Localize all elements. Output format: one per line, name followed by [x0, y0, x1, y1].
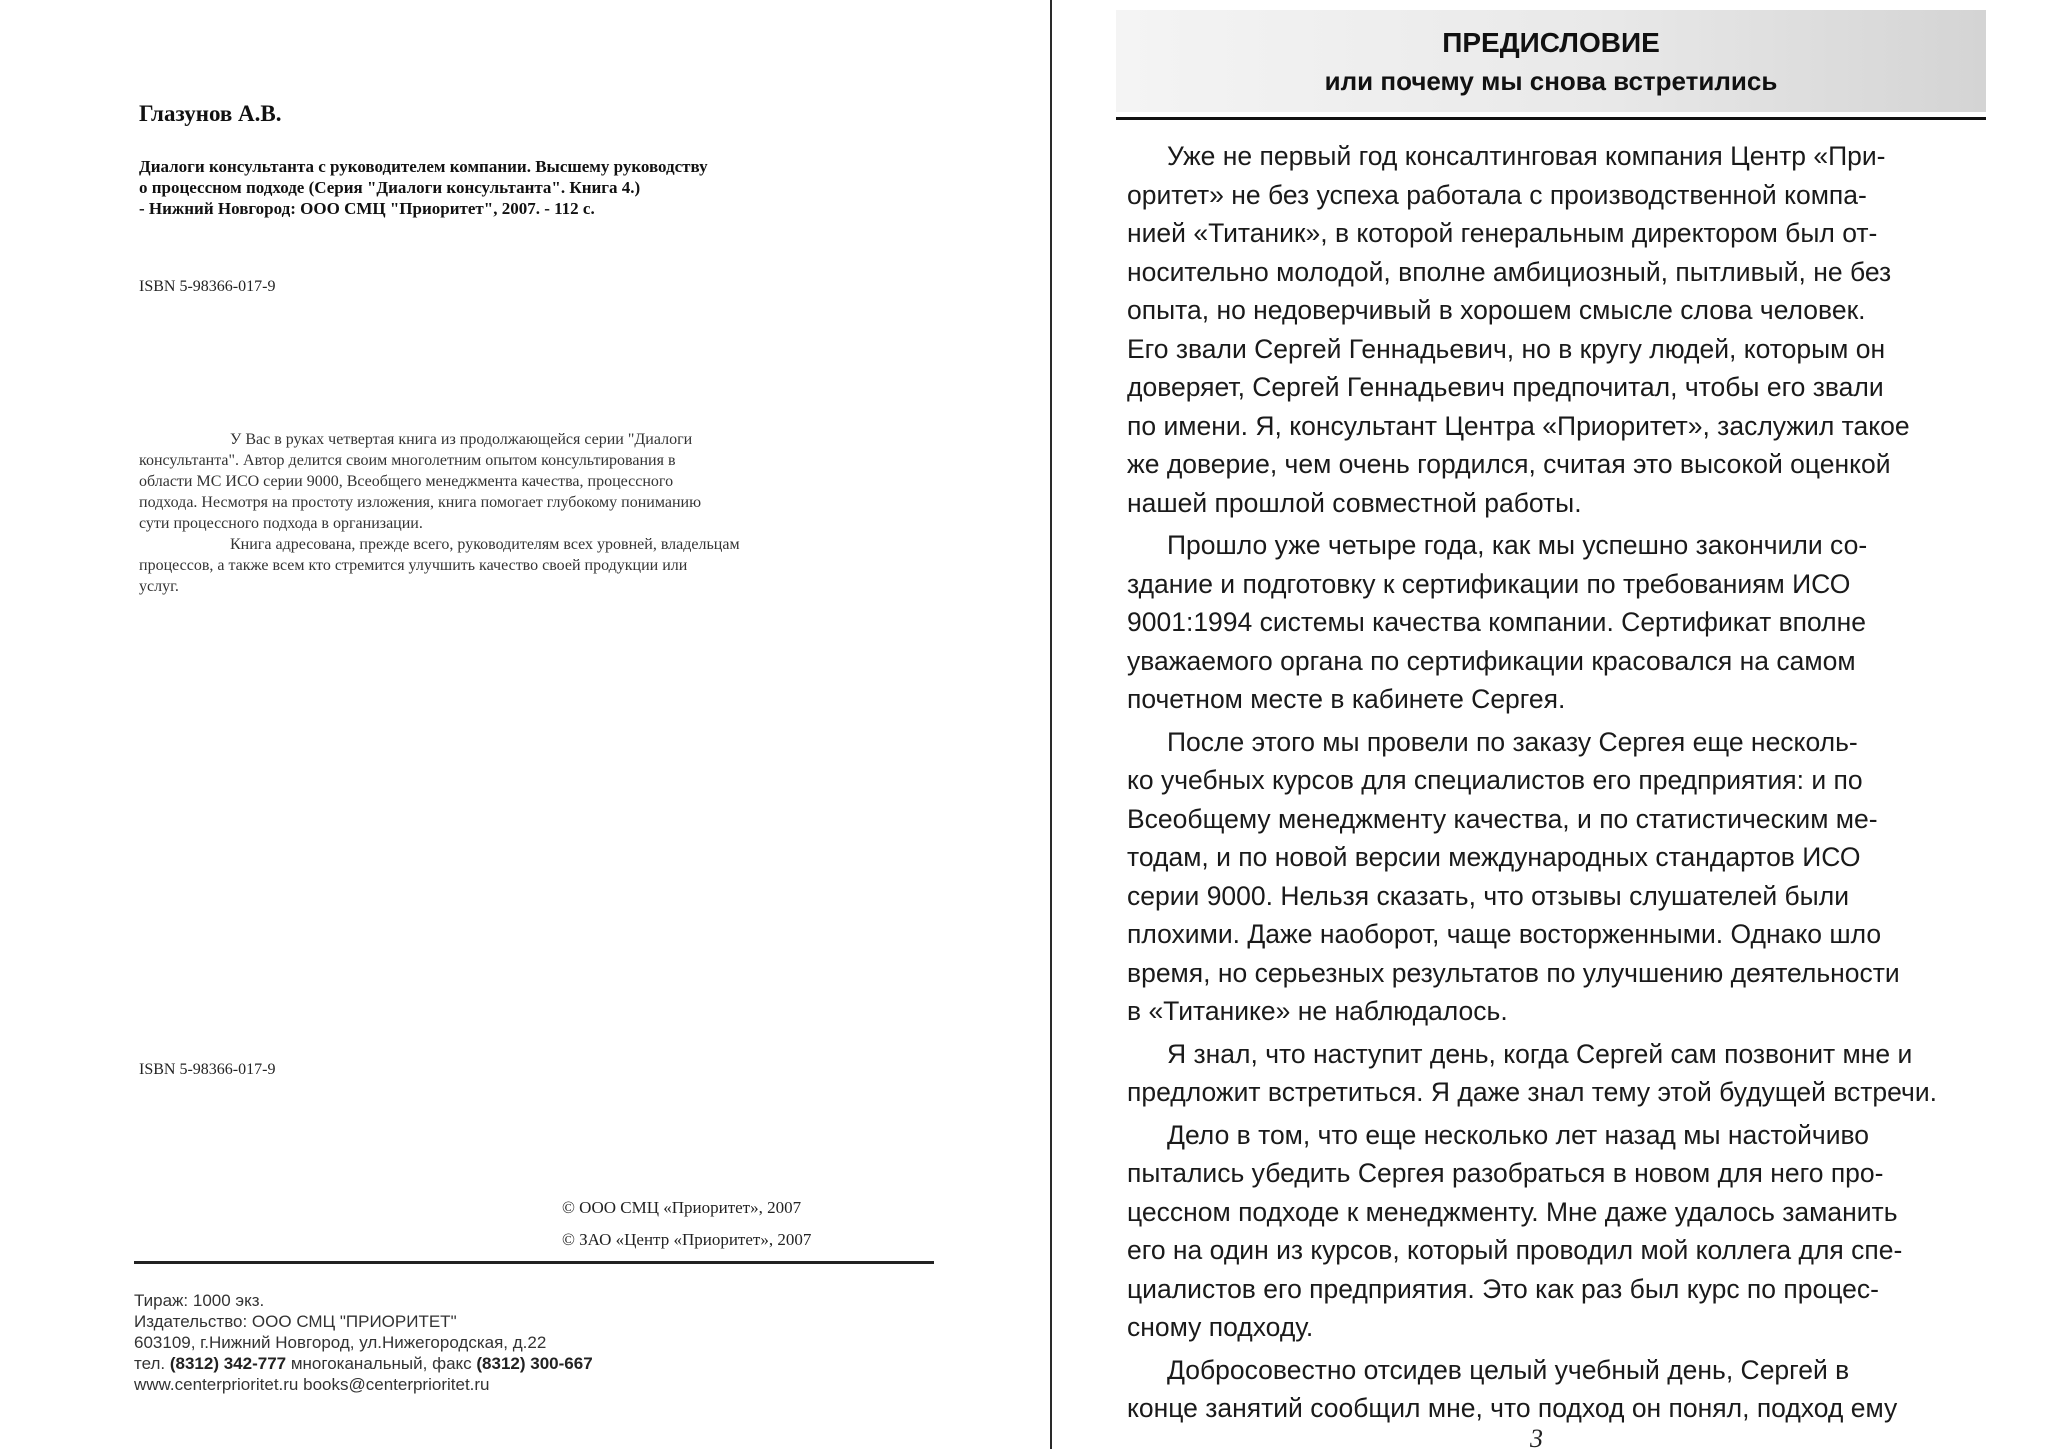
phone-number: (8312) 342-777	[169, 1354, 287, 1373]
author-name: Глазунов А.В.	[139, 101, 282, 126]
preface-paragraph	[1127, 723, 1987, 1031]
annotation-line: У Вас в руках четвертая книга из продолжающейся серии "Диалоги	[230, 431, 693, 448]
text-line: конце занятий сообщил мне, что подход он понял, подход ему	[1127, 1393, 1898, 1423]
text-line: носительно молодой, вполне амбициозный, пытливый, не без	[1127, 256, 1892, 287]
text-line: опыта, но недоверчивый в хорошем смысле слова человек.	[1127, 295, 1866, 325]
chapter-title-band	[1116, 10, 1986, 112]
text-line: сному подходу.	[1127, 1312, 1314, 1342]
bib-line: - Нижний Новгород: ООО СМЦ "Приоритет", 2007. - 112 с.	[139, 199, 595, 218]
annotation-line: подхода. Несмотря на простоту изложения, книга помогает глубокому пониманию	[139, 494, 702, 511]
text-line: циалистов его предприятия. Это как раз был курс по процес-	[1127, 1273, 1879, 1304]
copyright-line: © ООО СМЦ «Приоритет», 2007	[562, 1198, 802, 1217]
annotation-line: области МС ИСО серии 9000, Всеобщего менеджмента качества, процессного	[139, 473, 674, 490]
annotation-line: процессов, а также всем кто стремится улучшить качество своей продукции или	[139, 557, 688, 574]
web-contacts: www.centerprioritet.ru books@centerprioritet.ru	[134, 1375, 490, 1394]
preface-paragraph	[1127, 137, 1987, 522]
bib-line: о процессном подходе (Серия "Диалоги консультанта". Книга 4.)	[139, 178, 641, 197]
text-line: предложит встретиться. Я даже знал тему этой будущей встречи.	[1127, 1077, 1937, 1107]
text-line: доверяет, Сергей Геннадьевич предпочитал, чтобы его звали	[1127, 372, 1884, 402]
isbn-bottom: ISBN 5-98366-017-9	[139, 1061, 276, 1078]
publisher-address: 603109, г.Нижний Новгород, ул.Нижегородская, д.22	[134, 1333, 547, 1352]
text-line: его на один из курсов, который проводил мой коллега для спе-	[1127, 1235, 1903, 1265]
annotation	[139, 429, 929, 597]
text-line: уважаемого органа по сертификации красовался на самом	[1127, 645, 1856, 676]
copyright-line: © ЗАО «Центр «Приоритет», 2007	[562, 1230, 812, 1249]
bibliographic-record	[139, 156, 899, 219]
preface-paragraph	[1127, 1351, 1987, 1428]
imprint-block	[134, 1290, 593, 1395]
chapter-title: ПРЕДИСЛОВИЕ	[1442, 27, 1660, 58]
text-line: серии 9000. Нельзя сказать, что отзывы слушателей были	[1127, 880, 1849, 911]
fax-number: (8312) 300-667	[476, 1354, 593, 1373]
annotation-line: сути процессного подхода в организации.	[139, 515, 423, 532]
preface-paragraph	[1127, 526, 1987, 719]
text-line: ко учебных курсов для специалистов его предприятия: и по	[1127, 765, 1863, 795]
text-line: же доверие, чем очень гордился, считая это высокой оценкой	[1127, 449, 1891, 479]
annotation-line: услуг.	[139, 578, 179, 595]
text-line: пытались убедить Сергея разобраться в новом для него про-	[1127, 1158, 1884, 1188]
text-line: здание и подготовку к сертификации по требованиям ИСО	[1127, 568, 1851, 599]
text-line: 9001:1994 системы качества компании. Сертификат вполне	[1127, 607, 1867, 637]
text-line: цессном подходе к менеджменту. Мне даже удалось заманить	[1127, 1196, 1898, 1227]
print-run: Тираж: 1000 экз.	[134, 1291, 265, 1310]
contact-phones	[134, 1353, 593, 1374]
text-line: тодам, и по новой версии международных стандартов ИСО	[1127, 842, 1861, 872]
preface-paragraph	[1127, 1035, 1987, 1112]
text-line: в «Титанике» не наблюдалось.	[1127, 996, 1508, 1026]
text-line: Дело в том, что еще несколько лет назад мы настойчиво	[1167, 1119, 1870, 1150]
right-page	[1052, 0, 2048, 1453]
text-line: Уже не первый год консалтинговая компания Центр «При-	[1167, 141, 1886, 171]
text-line: плохими. Даже наоборот, чаще восторженными. Однако шло	[1127, 919, 1882, 949]
text-line: нашей прошлой совместной работы.	[1127, 487, 1582, 518]
bib-line: Диалоги консультанта с руководителем компании. Высшему руководству	[139, 157, 708, 176]
preface-paragraph	[1127, 1116, 1987, 1347]
annotation-paragraph	[139, 429, 929, 534]
text-line: Добросовестно отсидев целый учебный день, Сергей в	[1167, 1354, 1850, 1385]
text-line: нией «Титаник», в которой генеральным директором был от-	[1127, 218, 1878, 248]
phone-middle: многоканальный, факс	[286, 1354, 477, 1373]
title-divider	[1116, 117, 1986, 120]
annotation-paragraph	[139, 534, 929, 597]
phone-prefix: тел.	[134, 1354, 170, 1373]
imprint-divider	[134, 1261, 934, 1264]
text-line: Прошло уже четыре года, как мы успешно закончили со-	[1167, 530, 1868, 560]
chapter-subtitle: или почему мы снова встретились	[1324, 66, 1778, 96]
preface-body	[1127, 137, 1987, 1432]
annotation-line: консультанта". Автор делится своим многолетним опытом консультирования в	[139, 452, 676, 469]
text-line: Я знал, что наступит день, когда Сергей сам позвонит мне и	[1167, 1038, 1913, 1069]
text-line: по имени. Я, консультант Центра «Приоритет», заслужил такое	[1127, 410, 1910, 441]
text-line: После этого мы провели по заказу Сергея еще несколь-	[1167, 726, 1858, 757]
publisher: Издательство: ООО СМЦ "ПРИОРИТЕТ"	[134, 1312, 457, 1331]
page-number: 3	[1530, 1424, 1543, 1453]
copyright-block	[562, 1192, 811, 1256]
text-line: Его звали Сергей Геннадьевич, но в кругу людей, которым он	[1127, 333, 1886, 364]
text-line: Всеобщему менеджменту качества, и по статистическим ме-	[1127, 803, 1878, 834]
text-line: почетном месте в кабинете Сергея.	[1127, 684, 1566, 714]
text-line: оритет» не без успеха работала с производственной компа-	[1127, 179, 1867, 210]
isbn-top: ISBN 5-98366-017-9	[139, 278, 276, 295]
annotation-line: Книга адресована, прежде всего, руководителям всех уровней, владельцам	[230, 536, 740, 553]
text-line: время, но серьезных результатов по улучшению деятельности	[1127, 957, 1900, 988]
